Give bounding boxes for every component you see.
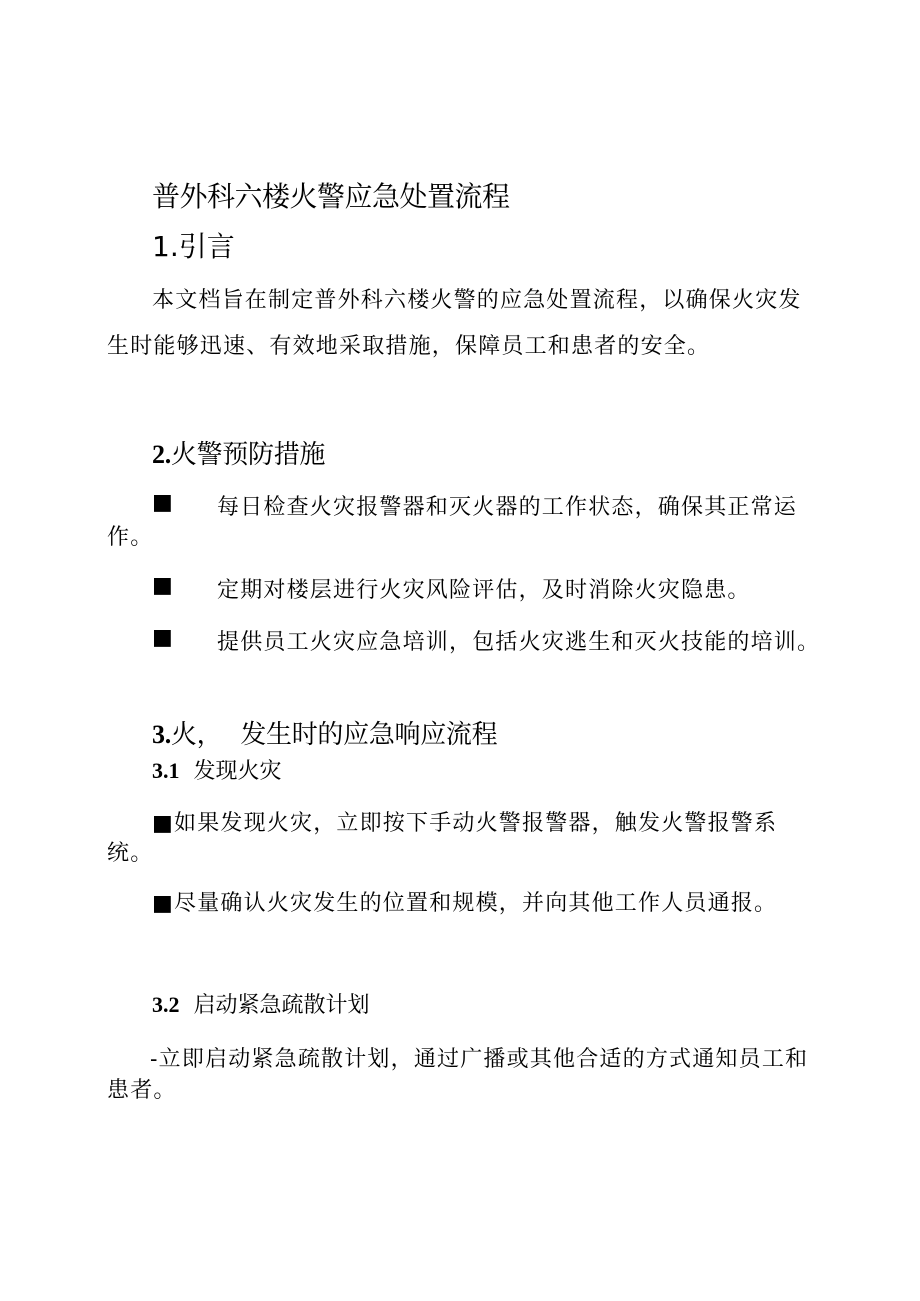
section-3-1-item-1-text: 如果发现火灾，立即按下手动火警报警器，触发火警报警系	[174, 811, 778, 836]
section-3-1-number: 3.1	[152, 758, 180, 783]
section-3-title-part-2: 发生时的应急响应流程	[240, 720, 498, 750]
section-3-heading	[152, 714, 497, 751]
section-3-1-item-1-line-2: 统。	[107, 841, 154, 866]
section-3-2-paragraph-line-2: 患者。	[107, 1078, 177, 1103]
section-3-number: 3.	[152, 720, 171, 749]
section-2-item-2: 定期对楼层进行火灾风险评估，及时消除火灾隐患。	[217, 578, 751, 603]
section-3-1-item-2-text: 尽量确认火灾发生的位置和规模，并向其他工作人员通报。	[174, 891, 778, 916]
bullet-square-icon: ■	[152, 490, 173, 515]
section-3-2-number: 3.2	[152, 992, 180, 1017]
section-1-paragraph-line-2: 生时能够迅速、有效地采取措施，保障员工和患者的安全。	[107, 334, 711, 359]
section-2-item-3: 提供员工火灾应急培训，包括火灾逃生和灭火技能的培训。	[217, 630, 821, 655]
bullet-square-icon: ■	[152, 573, 173, 598]
section-3-1-item-2	[152, 886, 777, 917]
section-2-item-1-line-1: 每日检查火灾报警器和灭火器的工作状态，确保其正常运	[217, 495, 798, 520]
section-3-1-title: 发现火灾	[193, 759, 282, 784]
section-2-title: 火警预防措施	[170, 440, 326, 470]
section-1-heading: 1.引言	[152, 230, 235, 263]
section-3-2-title: 启动紧急疏散计划	[193, 993, 370, 1018]
section-3-2-heading	[152, 988, 370, 1019]
section-3-1-heading	[152, 754, 282, 785]
bullet-square-icon: ■	[152, 811, 174, 836]
section-3-1-item-1-line-1	[152, 806, 777, 837]
bullet-square-icon: ■	[152, 625, 173, 650]
section-3-title-part-1: 火，	[170, 720, 223, 750]
section-3-2-paragraph-line-1: -立即启动紧急疏散计划，通过广播或其他合适的方式通知员工和	[150, 1047, 809, 1072]
bullet-square-icon: ■	[152, 891, 174, 916]
section-2-item-1-line-2: 作。	[107, 525, 154, 550]
document-title: 普外科六楼火警应急处置流程	[152, 180, 510, 213]
section-2-heading	[152, 434, 325, 471]
section-2-number: 2.	[152, 440, 171, 469]
section-1-paragraph-line-1: 本文档旨在制定普外科六楼火警的应急处置流程，以确保火灾发	[152, 288, 802, 313]
